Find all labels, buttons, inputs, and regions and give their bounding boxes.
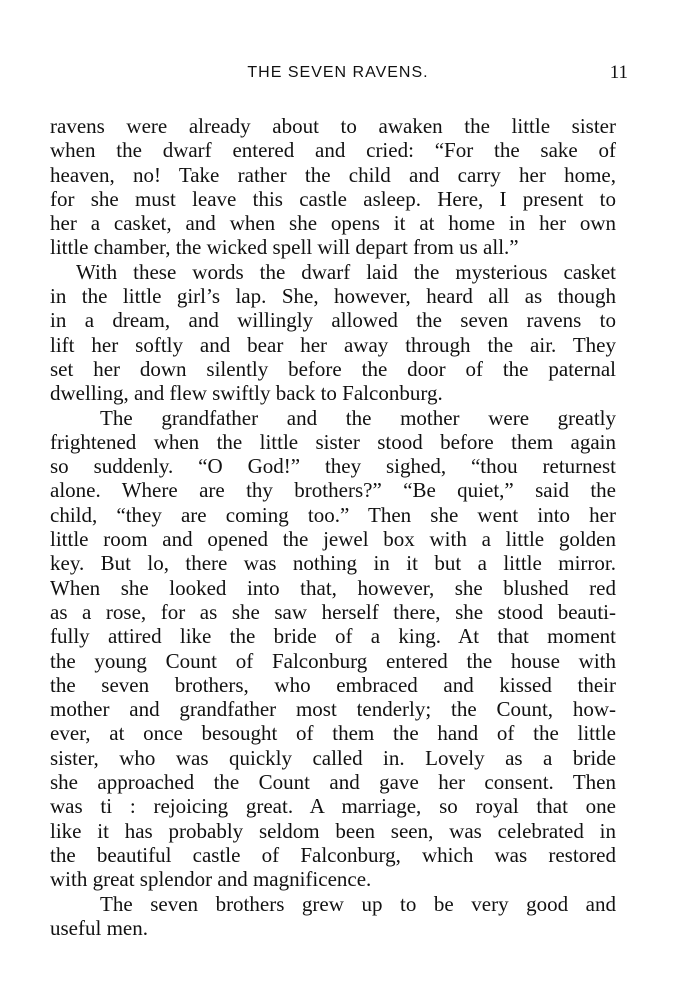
text-line: frightened when the little sister stood before them again — [50, 429, 616, 454]
text-line: in a dream, and willingly allowed the seven ravens to — [50, 308, 616, 333]
text-line: child, “they are coming too.” Then she went into her — [50, 502, 616, 527]
text-line: as a rose, for as she saw herself there, she stood beauti- — [50, 599, 616, 624]
text-line: The seven brothers grew up to be very good and — [100, 891, 616, 916]
text-line: her a casket, and when she opens it at home in her own — [50, 211, 616, 236]
text-line: with great splendor and magnificence. — [50, 867, 372, 892]
text-line: fully attired like the bride of a king. At that moment — [50, 624, 616, 649]
text-line: in the little girl’s lap. She, however, heard all as though — [50, 284, 616, 309]
text-line: useful men. — [50, 915, 148, 940]
text-line: The grandfather and the mother were greatly — [100, 405, 616, 430]
body-text — [50, 114, 616, 940]
text-line: With these words the dwarf laid the mysterious casket — [76, 259, 616, 284]
text-line: lift her softly and bear her away through the air. They — [50, 332, 616, 357]
text-line: for she must leave this castle asleep. Here, I present to — [50, 186, 616, 211]
paragraph — [50, 260, 616, 406]
text-line: little room and opened the jewel box with a little golden — [50, 527, 616, 552]
text-line: the young Count of Falconburg entered the house with — [50, 648, 616, 673]
paragraph — [50, 892, 616, 941]
text-line: When she looked into that, however, she blushed red — [50, 575, 616, 600]
text-line: so suddenly. “O God!” they sighed, “thou returnest — [50, 454, 616, 479]
text-line: alone. Where are thy brothers?” “Be quiet,” said the — [50, 478, 616, 503]
text-line: when the dwarf entered and cried: “For the sake of — [50, 138, 616, 163]
text-line: mother and grandfather most tenderly; the Count, how- — [50, 697, 616, 722]
text-line: the seven brothers, who embraced and kissed their — [50, 672, 616, 697]
text-line: the beautiful castle of Falconburg, which was restored — [50, 842, 616, 867]
text-line: little chamber, the wicked spell will depart from us all.” — [50, 235, 519, 260]
paragraph — [50, 406, 616, 892]
running-title: THE SEVEN RAVENS. — [247, 64, 429, 81]
text-line: was ti : rejoicing great. A marriage, so royal that one — [50, 794, 616, 819]
page-number: 11 — [609, 62, 628, 83]
running-head — [48, 62, 628, 86]
text-line: she approached the Count and gave her consent. Then — [50, 770, 616, 795]
text-line: like it has probably seldom been seen, was celebrated in — [50, 818, 616, 843]
text-line: key. But lo, there was nothing in it but a little mirror. — [50, 551, 616, 576]
paragraph — [50, 114, 616, 260]
text-line: sister, who was quickly called in. Lovely as a bride — [50, 745, 616, 770]
text-line: ravens were already about to awaken the little sister — [50, 114, 616, 138]
text-line: dwelling, and flew swiftly back to Falconburg. — [50, 381, 443, 406]
text-line: set her down silently before the door of the paternal — [50, 356, 616, 381]
text-line: heaven, no! Take rather the child and carry her home, — [50, 162, 616, 187]
text-line: ever, at once besought of them the hand of the little — [50, 721, 616, 746]
